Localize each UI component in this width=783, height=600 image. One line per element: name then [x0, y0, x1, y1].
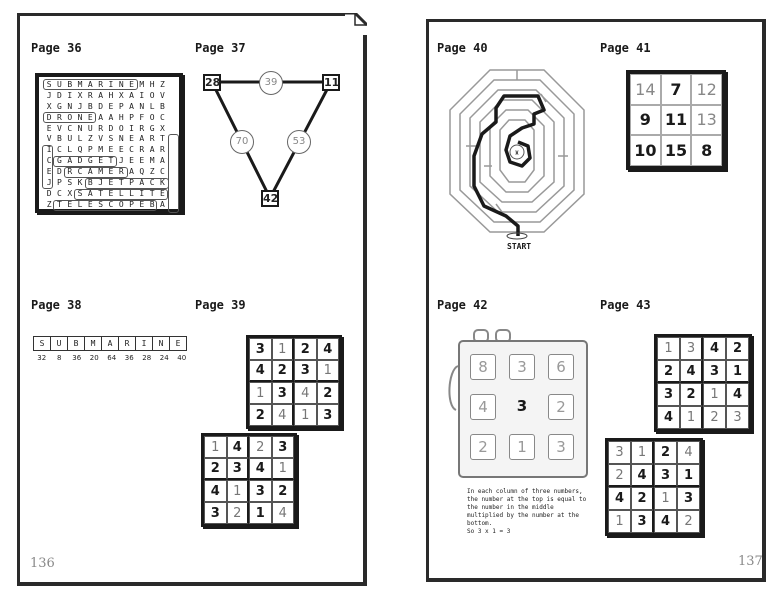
ws-letter: F	[139, 112, 145, 122]
ws-letter: C	[160, 167, 165, 177]
ws-letter: P	[87, 145, 93, 155]
ws-letter: Z	[149, 167, 155, 177]
ws-letter: P	[118, 101, 124, 111]
code-number: 36	[124, 354, 134, 362]
ws-letter: A	[129, 90, 134, 100]
sudoku-cell: 2	[317, 382, 340, 404]
ws-letter: C	[57, 145, 62, 155]
magic-square-cell: 15	[661, 135, 692, 166]
ws-letter: K	[160, 178, 165, 188]
ws-letter: N	[77, 123, 83, 133]
ws-letter	[168, 91, 178, 102]
label-page-36: Page 36	[31, 41, 82, 55]
word-ring-jetpack	[85, 178, 169, 189]
sudoku-cell: 2	[294, 338, 317, 360]
sudoku-cell: 3	[677, 487, 700, 510]
sudoku-cell: 3	[272, 436, 295, 458]
code-letter: R	[119, 337, 136, 350]
ws-letter: E	[87, 199, 93, 209]
ws-letter: J	[46, 90, 52, 100]
ws-letter: R	[149, 134, 155, 144]
keypad-key: 8	[470, 354, 496, 380]
ws-letter: A	[98, 112, 104, 122]
ws-letter: S	[98, 199, 104, 209]
code-letter: I	[136, 337, 153, 350]
triangle-side-top: 39	[259, 71, 283, 95]
sudoku-cell: 4	[631, 464, 654, 487]
ws-letter: B	[87, 101, 93, 111]
sudoku-cell: 2	[608, 464, 631, 487]
code-number: 40	[177, 354, 187, 362]
ws-letter: Z	[46, 199, 52, 209]
ws-letter: L	[77, 199, 83, 209]
keypad-formula: So 3 x 1 = 3	[467, 528, 511, 535]
ws-letter: X	[77, 90, 83, 100]
ws-letter: A	[67, 156, 73, 166]
ws-letter: D	[77, 156, 83, 166]
ws-letter: L	[118, 188, 124, 198]
ws-letter: S	[46, 80, 52, 89]
word-ring-submarine	[43, 79, 138, 90]
keypad-key: 3	[548, 434, 574, 460]
sudoku-cell: 4	[657, 406, 680, 429]
code-letter: S	[34, 337, 51, 350]
code-letter: U	[51, 337, 68, 350]
sudoku-cell: 2	[703, 406, 726, 429]
ws-letter: L	[67, 145, 73, 155]
ws-letter: K	[77, 178, 83, 188]
sudoku-cell: 4	[272, 404, 295, 426]
ws-letter: E	[98, 156, 104, 166]
sudoku-page39-top	[246, 335, 342, 429]
ws-letter: S	[67, 178, 73, 188]
sudoku-cell: 3	[249, 338, 272, 360]
label-page-39: Page 39	[195, 298, 246, 312]
ws-letter: T	[149, 188, 155, 198]
ws-letter: E	[67, 199, 73, 209]
ws-letter: U	[87, 123, 93, 133]
sudoku-cell: 1	[294, 404, 317, 426]
sudoku-cell: 1	[726, 360, 749, 383]
ws-letter: C	[67, 123, 73, 133]
ws-letter: G	[149, 123, 155, 133]
ws-letter: R	[160, 145, 165, 155]
ws-letter: P	[57, 178, 62, 188]
ws-letter: E	[46, 123, 52, 133]
sudoku-cell: 1	[680, 406, 703, 429]
ws-letter: A	[129, 167, 134, 177]
ws-letter: M	[139, 80, 145, 89]
sudoku-cell: 2	[204, 458, 227, 480]
ws-letter: C	[160, 112, 165, 122]
ws-letter: R	[87, 90, 93, 100]
code-number: 28	[142, 354, 152, 362]
sudoku-cell: 1	[608, 510, 631, 533]
ws-letter: E	[108, 101, 114, 111]
keypad-puzzle	[458, 340, 588, 478]
sudoku-cell: 1	[631, 441, 654, 464]
ws-letter: D	[57, 167, 62, 177]
ws-letter: N	[118, 80, 124, 89]
sudoku-page43-bottom	[605, 438, 703, 536]
sudoku-cell: 2	[680, 383, 703, 406]
ws-letter: J	[46, 178, 52, 188]
ws-letter: B	[149, 199, 155, 209]
triangle-side-left: 70	[230, 130, 254, 154]
ws-letter: H	[118, 112, 124, 122]
ws-letter: I	[67, 90, 73, 100]
ws-letter: A	[139, 178, 145, 188]
ws-letter: E	[129, 156, 134, 166]
ws-letter: O	[118, 199, 124, 209]
ws-letter: M	[98, 145, 104, 155]
ws-letter: X	[118, 90, 124, 100]
ws-letter	[168, 113, 178, 124]
ws-letter: I	[108, 80, 114, 89]
ws-letter: I	[139, 90, 145, 100]
word-ring-vertical-left	[42, 145, 53, 189]
ws-letter: L	[149, 101, 155, 111]
sudoku-cell: 2	[272, 360, 295, 382]
ws-letter: N	[67, 101, 73, 111]
sudoku-cell: 4	[703, 337, 726, 360]
ws-letter	[168, 102, 178, 113]
code-number-row	[33, 354, 191, 362]
ws-letter: C	[149, 178, 155, 188]
sudoku-cell: 3	[703, 360, 726, 383]
ws-letter: Q	[77, 145, 83, 155]
code-number: 20	[89, 354, 99, 362]
code-number: 8	[57, 354, 62, 362]
ws-letter: C	[77, 167, 83, 177]
code-number: 64	[107, 354, 117, 362]
word-ring-drone	[43, 112, 96, 123]
ws-letter: D	[46, 112, 52, 122]
sudoku-cell: 4	[294, 382, 317, 404]
ws-letter	[168, 80, 178, 91]
sudoku-cell: 3	[294, 360, 317, 382]
ws-letter: I	[46, 145, 52, 155]
ws-letter: R	[98, 123, 104, 133]
sudoku-cell: 2	[657, 360, 680, 383]
ws-letter: E	[87, 112, 93, 122]
code-letter: M	[85, 337, 102, 350]
ws-letter: I	[129, 123, 134, 133]
sudoku-cell: 4	[726, 383, 749, 406]
page-fold-corner	[345, 13, 367, 35]
sudoku-cell: 3	[317, 404, 340, 426]
ws-letter: R	[57, 112, 62, 122]
sudoku-cell: 3	[272, 382, 295, 404]
ws-letter: P	[129, 199, 134, 209]
sudoku-cell: 3	[608, 441, 631, 464]
sudoku-cell: 3	[726, 406, 749, 429]
sudoku-cell: 4	[227, 436, 250, 458]
ws-letter: Z	[160, 80, 165, 89]
right-page-number: 137	[738, 554, 763, 569]
ws-letter	[168, 124, 178, 135]
label-page-38: Page 38	[31, 298, 82, 312]
keypad-key: 1	[509, 434, 535, 460]
ws-letter: O	[67, 112, 73, 122]
sudoku-cell: 2	[272, 480, 295, 502]
ws-letter: J	[118, 156, 124, 166]
sudoku-cell: 1	[249, 382, 272, 404]
ws-letter: C	[108, 199, 114, 209]
sudoku-cell: 3	[631, 510, 654, 533]
sudoku-cell: 1	[272, 458, 295, 480]
sudoku-cell: 2	[227, 502, 250, 524]
ws-letter: P	[129, 178, 134, 188]
sudoku-cell: 2	[631, 487, 654, 510]
ws-letter: H	[149, 80, 155, 89]
sudoku-cell: 4	[654, 510, 677, 533]
sudoku-cell: 4	[608, 487, 631, 510]
sudoku-cell: 2	[677, 510, 700, 533]
sudoku-cell: 4	[272, 502, 295, 524]
ws-letter: N	[139, 101, 145, 111]
sudoku-cell: 1	[204, 436, 227, 458]
sudoku-cell: 4	[677, 441, 700, 464]
ws-letter: E	[108, 167, 114, 177]
ws-letter: A	[160, 156, 165, 166]
sudoku-cell: 4	[680, 360, 703, 383]
label-page-43: Page 43	[600, 298, 651, 312]
ws-letter: E	[118, 145, 124, 155]
left-page-number: 136	[30, 556, 55, 571]
ws-letter: A	[87, 188, 93, 198]
ws-letter: S	[108, 134, 114, 144]
ws-letter: C	[129, 145, 134, 155]
code-letter: B	[68, 337, 85, 350]
triangle-corner-top-right: 11	[324, 76, 340, 89]
ws-letter: G	[57, 156, 62, 166]
keypad-key: 3	[509, 354, 535, 380]
maze-start-label: START	[507, 242, 532, 251]
ws-letter: X	[67, 188, 73, 198]
keypad-key: 3	[516, 397, 528, 415]
ws-letter: Q	[139, 167, 145, 177]
ws-letter: U	[57, 80, 62, 89]
magic-square-cell: 10	[630, 135, 661, 166]
triangle-corner-top-left: 28	[205, 76, 221, 89]
ws-letter: A	[149, 145, 155, 155]
ws-letter: M	[98, 167, 104, 177]
sudoku-cell: 1	[654, 487, 677, 510]
sudoku-cell: 4	[249, 458, 272, 480]
sudoku-cell: 4	[317, 338, 340, 360]
ws-letter: E	[129, 134, 134, 144]
sudoku-cell: 4	[249, 360, 272, 382]
ws-letter: X	[46, 101, 52, 111]
keypad-key: 4	[470, 394, 496, 420]
ws-letter: Z	[87, 134, 93, 144]
code-letter: E	[175, 339, 181, 348]
ws-letter: E	[108, 145, 114, 155]
ws-letter: A	[129, 101, 134, 111]
ws-letter: O	[118, 123, 124, 133]
ws-letter: C	[46, 156, 52, 166]
ws-letter: H	[108, 90, 114, 100]
magic-square-cell: 8	[691, 135, 722, 166]
ws-letter: O	[149, 112, 155, 122]
ws-letter: R	[139, 145, 145, 155]
fold-icon	[345, 13, 367, 35]
ws-letter: V	[46, 134, 52, 144]
label-page-40: Page 40	[437, 41, 488, 55]
sudoku-cell: 1	[317, 360, 340, 382]
ws-letter: J	[77, 101, 83, 111]
sudoku-cell: 2	[249, 404, 272, 426]
word-ring-telescope	[53, 200, 157, 211]
label-page-42: Page 42	[437, 298, 488, 312]
ws-letter: D	[108, 123, 114, 133]
code-letter: A	[102, 337, 119, 350]
ws-letter: X	[160, 123, 165, 133]
ws-letter: D	[57, 90, 62, 100]
magic-square-cell: 7	[661, 74, 692, 105]
sudoku-cell: 3	[204, 502, 227, 524]
ws-letter: V	[98, 134, 104, 144]
label-page-37: Page 37	[195, 41, 246, 55]
ws-letter: J	[98, 178, 104, 188]
sudoku-cell: 2	[249, 436, 272, 458]
ws-letter: A	[98, 90, 104, 100]
ws-letter: P	[129, 112, 134, 122]
sudoku-page43-top	[654, 334, 752, 432]
code-letter-row	[33, 336, 187, 351]
sudoku-cell: 1	[272, 338, 295, 360]
sudoku-cell: 1	[227, 480, 250, 502]
ws-letter: R	[118, 167, 124, 177]
word-ring-gadget	[53, 156, 117, 167]
ws-letter: E	[108, 188, 114, 198]
ws-letter: M	[149, 156, 155, 166]
magic-square-cell: 14	[630, 74, 661, 105]
ws-letter: M	[77, 80, 83, 89]
sudoku-cell: 2	[654, 441, 677, 464]
magic-square	[626, 70, 726, 170]
magic-square-cell: 12	[691, 74, 722, 105]
keypad-key: 2	[548, 394, 574, 420]
ws-letter: E	[139, 199, 145, 209]
word-ring-satellite	[74, 189, 168, 200]
ws-letter: N	[118, 134, 124, 144]
keypad-key: 6	[548, 354, 574, 380]
sudoku-cell: 1	[677, 464, 700, 487]
magic-square-cell: 11	[661, 105, 692, 136]
code-letter: N	[153, 337, 170, 350]
word-ring-camera	[64, 167, 128, 178]
ws-letter: R	[139, 123, 145, 133]
ws-letter: T	[108, 156, 114, 166]
ws-letter: B	[87, 178, 93, 188]
ws-letter: T	[118, 178, 124, 188]
keypad-explanation: In each column of three numbers, the number at the top is equal to the number in the middle multiplied by the number at the bottom.	[467, 488, 587, 527]
ws-letter: A	[108, 112, 114, 122]
sudoku-page39-bottom	[201, 433, 297, 527]
ws-letter: T	[160, 134, 165, 144]
ws-letter: D	[46, 188, 52, 198]
ws-letter: E	[108, 178, 114, 188]
sudoku-cell: 3	[657, 383, 680, 406]
ws-letter: G	[57, 101, 62, 111]
sudoku-cell: 3	[680, 337, 703, 360]
magic-square-cell: 13	[691, 105, 722, 136]
word-ring-vertical-right	[168, 134, 179, 213]
ws-letter: C	[57, 188, 62, 198]
ws-letter: A	[139, 134, 145, 144]
ws-letter: O	[149, 90, 155, 100]
ws-letter: S	[77, 188, 83, 198]
word-search-puzzle	[35, 73, 183, 213]
ws-letter: A	[87, 167, 93, 177]
triangle-side-right: 53	[287, 130, 311, 154]
keypad-key: 2	[470, 434, 496, 460]
ws-letter: R	[67, 167, 73, 177]
ws-letter: B	[67, 80, 73, 89]
ws-letter: T	[98, 188, 104, 198]
ws-letter: U	[67, 134, 73, 144]
label-page-41: Page 41	[600, 41, 651, 55]
code-number: 32	[37, 354, 47, 362]
code-number: 24	[159, 354, 169, 362]
ws-letter: E	[139, 156, 145, 166]
svg-text:♜: ♜	[514, 150, 520, 157]
sudoku-cell: 4	[204, 480, 227, 502]
sudoku-cell: 1	[249, 502, 272, 524]
ws-letter: V	[160, 90, 165, 100]
sudoku-cell: 3	[249, 480, 272, 502]
ws-letter: A	[160, 199, 165, 209]
code-number: 36	[72, 354, 82, 362]
ws-letter: R	[98, 80, 104, 89]
ws-letter: B	[57, 134, 62, 144]
ws-letter: E	[129, 80, 134, 89]
ws-letter: G	[87, 156, 93, 166]
ws-letter: L	[129, 188, 134, 198]
octagon-maze	[446, 66, 588, 256]
ws-letter: B	[160, 101, 165, 111]
ws-letter: E	[160, 188, 165, 198]
magic-square-cell: 9	[630, 105, 661, 136]
triangle-corner-bottom: 42	[263, 192, 279, 205]
sudoku-cell: 3	[654, 464, 677, 487]
sudoku-cell: 1	[703, 383, 726, 406]
sudoku-cell: 3	[227, 458, 250, 480]
ws-letter: L	[77, 134, 83, 144]
sudoku-cell: 2	[726, 337, 749, 360]
ws-letter: A	[87, 80, 93, 89]
ws-letter: N	[77, 112, 83, 122]
ws-letter: I	[139, 188, 145, 198]
sudoku-cell: 1	[657, 337, 680, 360]
ws-letter: E	[46, 167, 52, 177]
ws-letter: V	[57, 123, 62, 133]
ws-letter: T	[57, 199, 62, 209]
ws-letter: D	[98, 101, 104, 111]
